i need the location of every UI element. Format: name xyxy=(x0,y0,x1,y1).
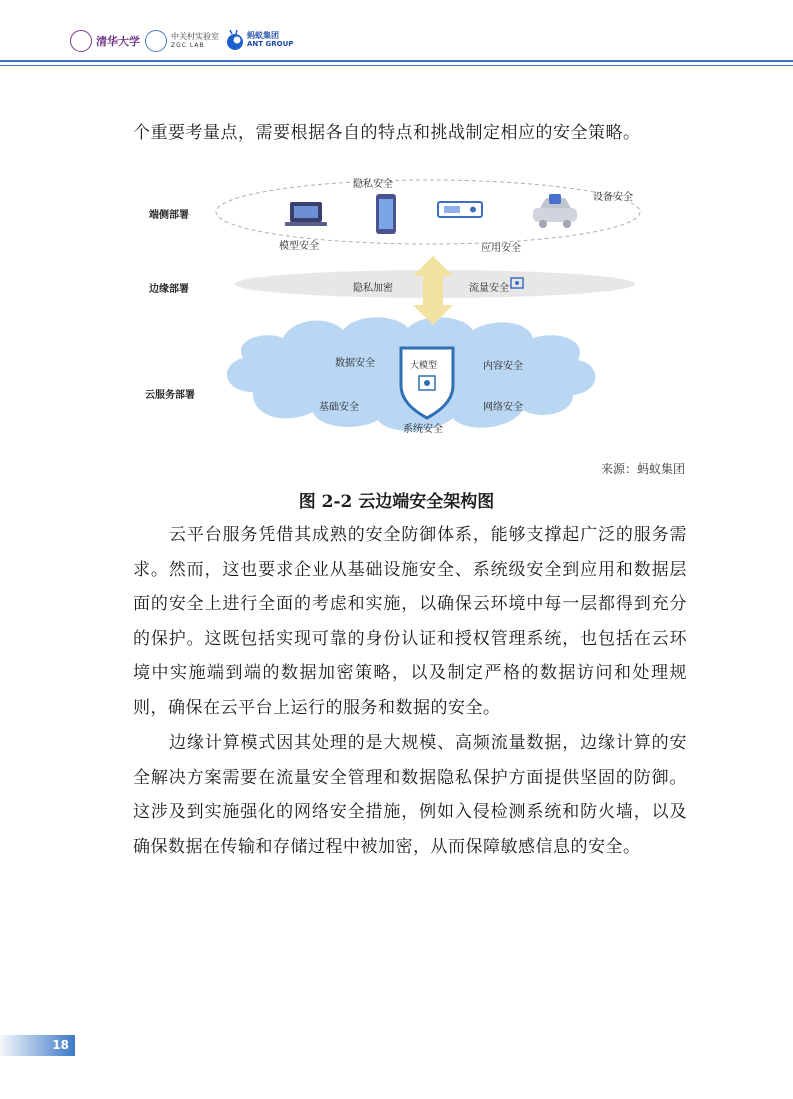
label-privacy-security: 隐私安全 xyxy=(353,179,393,190)
label-data-security: 数据安全 xyxy=(335,358,375,369)
zgc-logo: 中关村实验室 ZGC LAB xyxy=(145,30,219,52)
phone-icon xyxy=(376,194,396,234)
ant-icon xyxy=(225,29,245,51)
page-number-tab xyxy=(0,1035,75,1056)
label-infra-security: 基础安全 xyxy=(319,402,359,413)
tsinghua-logo: 清华大学 xyxy=(70,30,140,52)
label-privacy-encryption: 隐私加密 xyxy=(353,283,393,294)
header-rule-thin xyxy=(0,65,793,66)
tsinghua-seal-icon xyxy=(70,30,92,52)
label-model-security: 模型安全 xyxy=(279,241,319,252)
label-content-security: 内容安全 xyxy=(483,361,523,372)
car-icon xyxy=(533,194,577,228)
label-network-security: 网络安全 xyxy=(483,402,523,413)
label-traffic-security: 流量安全 xyxy=(469,283,509,294)
row-label-edge: 边缘部署 xyxy=(149,284,189,295)
figure-caption: 图 2-2 云边端安全架构图 xyxy=(298,492,495,512)
row-label-cloud: 云服务部署 xyxy=(145,390,195,401)
page-header xyxy=(0,0,793,70)
zgc-seal-icon xyxy=(145,30,167,52)
intro-line: 个重要考量点，需要根据各自的特点和挑战制定相应的安全策略。 xyxy=(133,123,641,143)
label-system-security: 系统安全 xyxy=(403,424,443,435)
laptop-icon xyxy=(285,202,327,226)
header-rule xyxy=(0,60,793,62)
figure-source: 来源：蚂蚁集团 xyxy=(600,462,685,476)
ant-group-logo: 蚂蚁集团 ANT GROUP xyxy=(225,29,293,51)
paragraph-edge: 边缘计算模式因其处理的是大规模、高频流量数据，边缘计算的安全解决方案需要在流量安全管理和数据隐私保护方面提供坚固的防御。这涉及到实施强化的网络安全措施，例如入侵检测系统和防火墙，以及确保数据在传输和存储过程中被加密，从而保障敏感信息的安全。 xyxy=(133,733,687,857)
page-number: 18 xyxy=(52,1038,69,1052)
server-icon xyxy=(438,202,482,217)
figure-graphics xyxy=(133,170,673,450)
label-app-security: 应用安全 xyxy=(481,243,521,254)
label-large-model: 大模型 xyxy=(410,361,438,371)
paragraph-cloud: 云平台服务凭借其成熟的安全防御体系，能够支撑起广泛的服务需求。然而，这也要求企业从基础设施安全、系统级安全到应用和数据层面的安全上进行全面的考虑和实施，以确保云环境中每一层都得到充分的保护。这既包括实现可靠的身份认证和授权管理系统，也包括在云环境中实施端到端的数据加密策略，以及制定严格的数据访问和处理规则，确保在云平台上运行的服务和数据的安全。 xyxy=(133,525,687,718)
label-device-security: 设备安全 xyxy=(593,192,633,203)
row-label-device: 端侧部署 xyxy=(149,210,189,221)
architecture-figure xyxy=(133,170,673,450)
